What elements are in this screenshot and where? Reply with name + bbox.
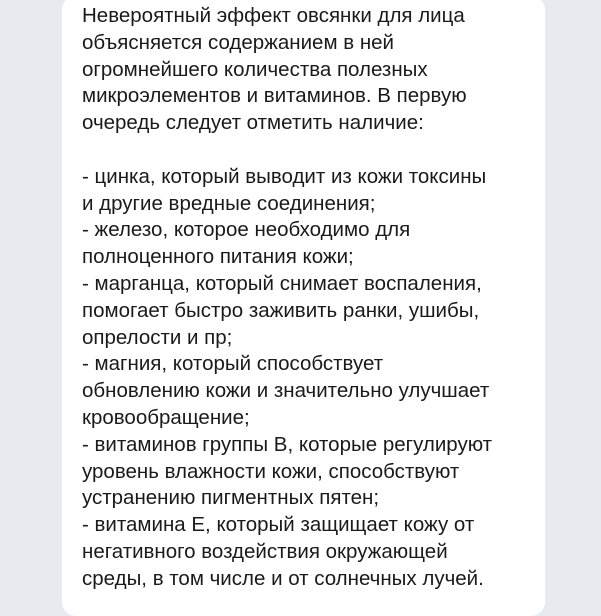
message-line: полноценного питания кожи; (82, 245, 354, 269)
message-line: устранению пигментных пятен; (82, 486, 380, 510)
message-text (82, 3, 533, 593)
message-line: огромнейшего количества полезных (82, 57, 428, 81)
message-line: очередь следует отметить наличие: (82, 111, 424, 135)
message-line: среды, в том числе и от солнечных лучей. (82, 566, 484, 590)
message-line: и другие вредные соединения; (82, 191, 376, 215)
message-blank-line (82, 137, 533, 164)
message-line: объясняется содержанием в ней (82, 30, 395, 54)
message-line: - витамина Е, который защищает кожу от (82, 513, 475, 537)
message-line: - магния, который способствует (82, 352, 384, 376)
message-line: - витаминов группы В, которые регулируют (82, 432, 493, 456)
message-bubble[interactable] (62, 0, 545, 616)
message-line: Невероятный эффект овсянки для лица (82, 4, 465, 27)
message-line: обновлению кожи и значительно улучшает (82, 379, 490, 403)
message-line: опрелости и пр; (82, 325, 233, 349)
message-line: кровообращение; (82, 405, 250, 429)
message-line: уровень влажности кожи, способствуют (82, 459, 460, 483)
message-line: - марганца, который снимает воспаления, (82, 271, 482, 295)
message-line: негативного воздействия окружающей (82, 539, 448, 563)
message-line: микроэлементов и витаминов. В первую (82, 84, 467, 108)
message-line: - цинка, который выводит из кожи токсины (82, 164, 487, 188)
message-line: помогает быстро заживить ранки, ушибы, (82, 298, 480, 322)
message-line: - железо, которое необходимо для (82, 218, 411, 242)
